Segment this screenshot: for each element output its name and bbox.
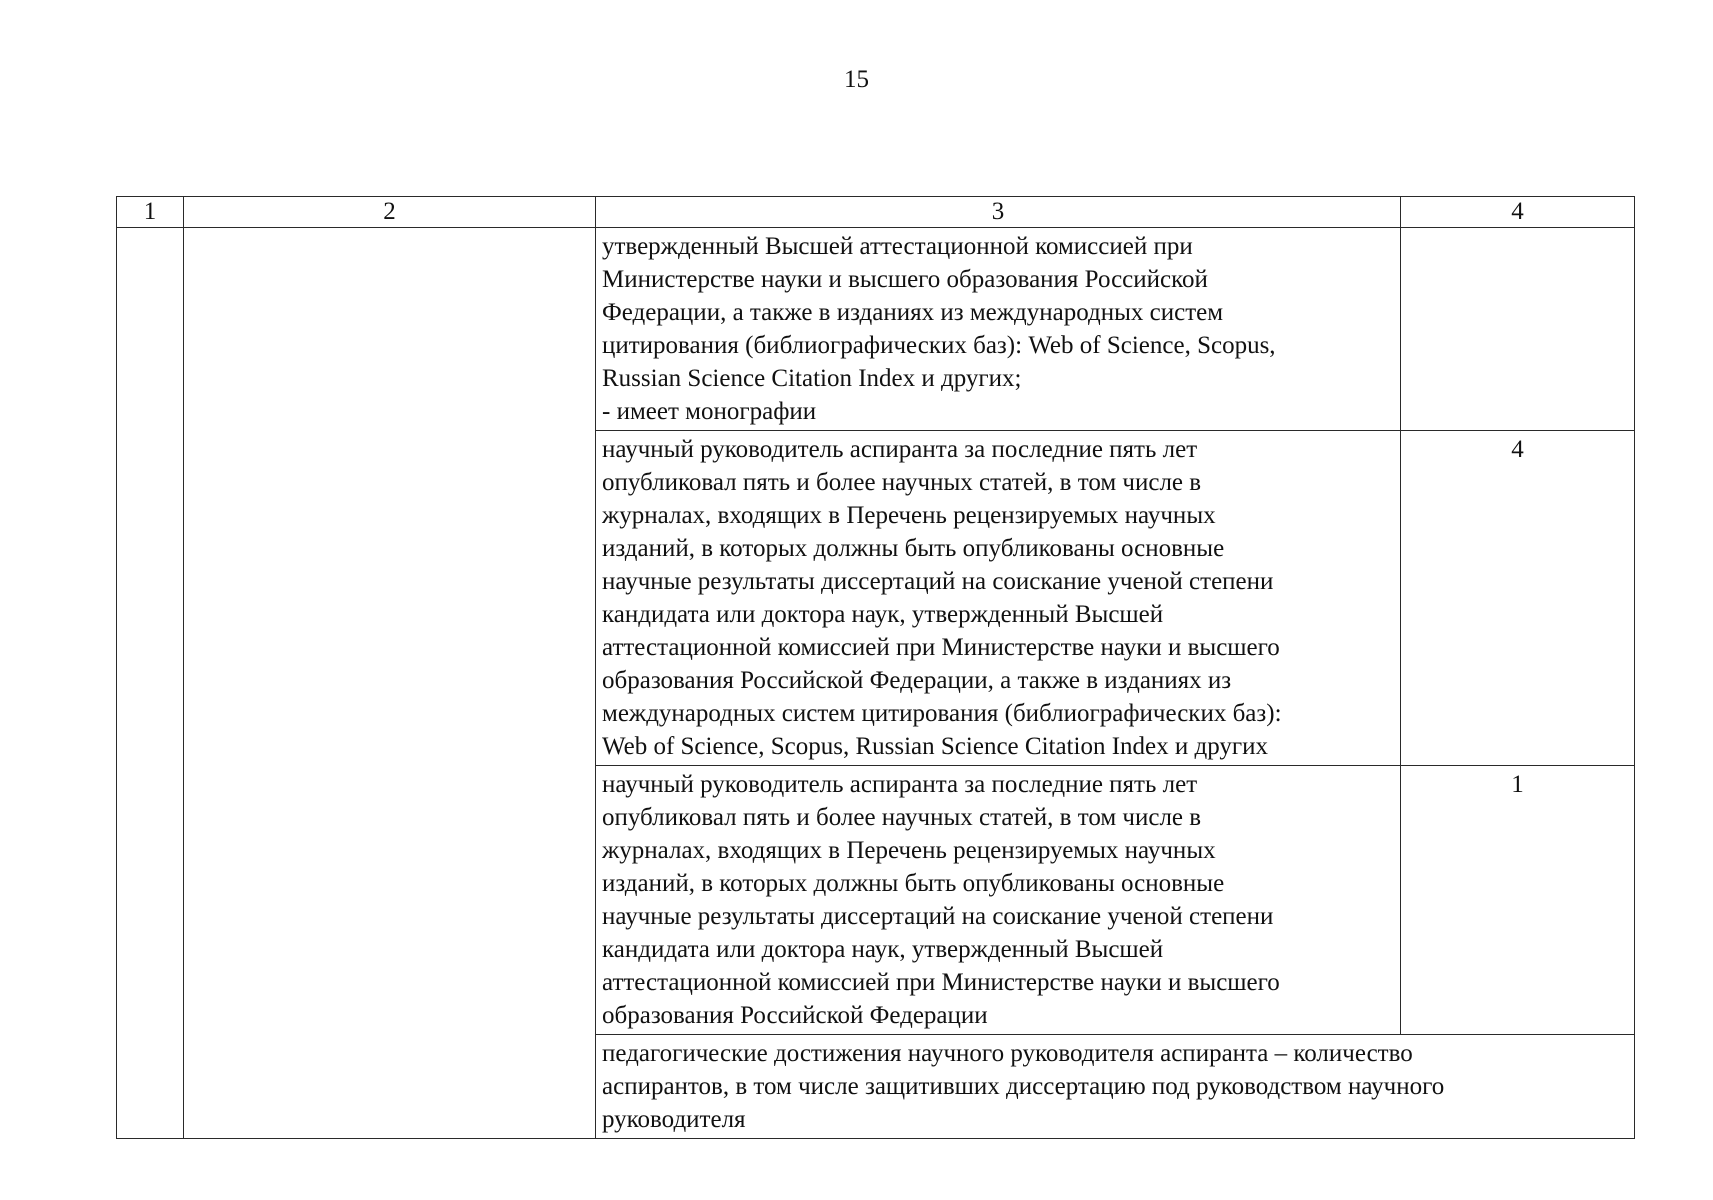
text-line: научный руководитель аспиранта за последние пять лет <box>602 436 1198 463</box>
header-col-4: 4 <box>1401 197 1635 228</box>
text-line: - имеет монографии <box>602 398 817 425</box>
text-line: аспирантов, в том числе защитивших диссертацию под руководством научного <box>602 1073 1445 1100</box>
text-line: руководителя <box>602 1106 746 1133</box>
text-line: цитирования (библиографических баз): Web of Science, Scopus, <box>602 332 1276 359</box>
table-header-row <box>117 197 1635 228</box>
text-line: опубликовал пять и более научных статей, в том числе в <box>602 804 1202 831</box>
criterion-text-cell <box>596 431 1401 766</box>
score-cell <box>1401 766 1635 1035</box>
text-line: Web of Science, Scopus, Russian Science Citation Index и других <box>602 733 1269 760</box>
merged-text-cell <box>596 1035 1635 1139</box>
text-line: образования Российской Федерации, а также в изданиях из <box>602 667 1232 694</box>
score-cell <box>1401 228 1635 431</box>
text-line: научные результаты диссертаций на соискание ученой степени <box>602 903 1274 930</box>
text-line: изданий, в которых должны быть опубликованы основные <box>602 870 1225 897</box>
text-line: Министерстве науки и высшего образования Российской <box>602 266 1208 293</box>
text-line: научные результаты диссертаций на соискание ученой степени <box>602 568 1274 595</box>
text-line: журналах, входящих в Перечень рецензируемых научных <box>602 837 1216 864</box>
score-value: 4 <box>1511 436 1524 463</box>
text-line: кандидата или доктора наук, утвержденный Высшей <box>602 936 1164 963</box>
col-2-cell <box>184 228 596 1139</box>
criterion-text-cell <box>596 228 1401 431</box>
score-value: 1 <box>1511 771 1524 798</box>
text-line: опубликовал пять и более научных статей, в том числе в <box>602 469 1202 496</box>
text-line: аттестационной комиссией при Министерстве науки и высшего <box>602 969 1280 996</box>
text-line: журналах, входящих в Перечень рецензируемых научных <box>602 502 1216 529</box>
text-line: Russian Science Citation Index и других; <box>602 365 1022 392</box>
text-line: научный руководитель аспиранта за последние пять лет <box>602 771 1198 798</box>
text-line: изданий, в которых должны быть опубликованы основные <box>602 535 1225 562</box>
header-col-3: 3 <box>596 197 1401 228</box>
header-col-2: 2 <box>184 197 596 228</box>
criterion-text-cell <box>596 766 1401 1035</box>
text-line: педагогические достижения научного руководителя аспиранта – количество <box>602 1040 1413 1067</box>
score-value <box>1401 228 1634 230</box>
text-line: утвержденный Высшей аттестационной комиссией при <box>602 233 1193 260</box>
page-number: 15 <box>844 66 869 93</box>
text-line: кандидата или доктора наук, утвержденный Высшей <box>602 601 1164 628</box>
col-1-cell <box>117 228 184 1139</box>
text-line: Федерации, а также в изданиях из международных систем <box>602 299 1224 326</box>
score-cell <box>1401 431 1635 766</box>
text-line: международных систем цитирования (библиографических баз): <box>602 700 1282 727</box>
text-line: образования Российской Федерации <box>602 1002 988 1029</box>
criteria-table <box>116 196 1635 1139</box>
table-row <box>117 228 1635 431</box>
header-col-1: 1 <box>117 197 184 228</box>
text-line: аттестационной комиссией при Министерстве науки и высшего <box>602 634 1280 661</box>
